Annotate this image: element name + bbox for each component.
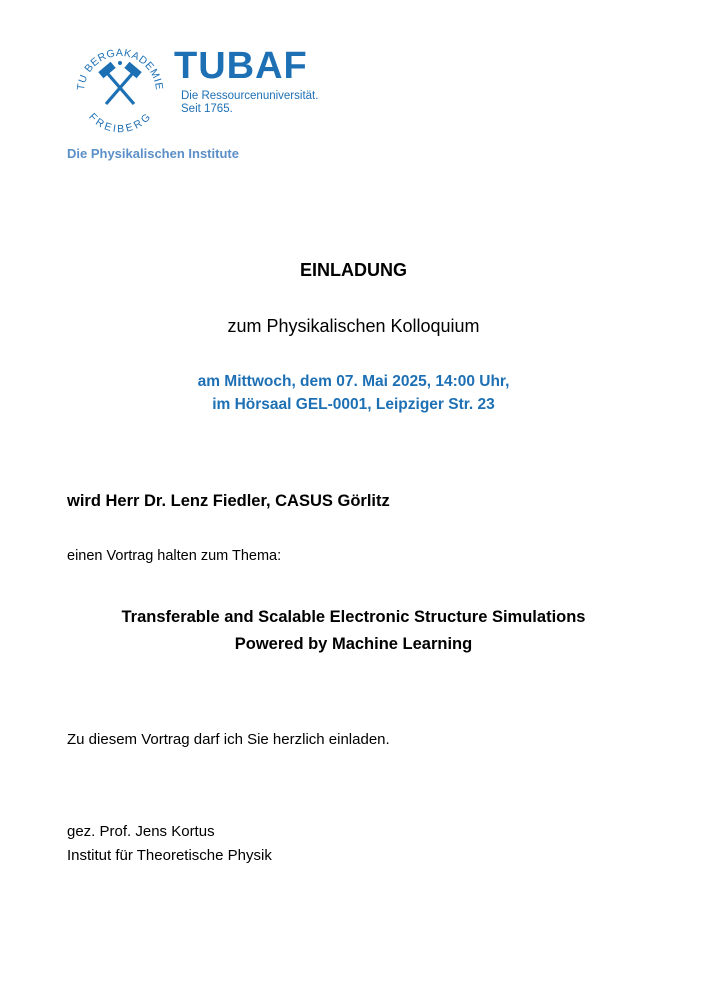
page-subtitle: zum Physikalischen Kolloquium — [227, 316, 480, 336]
event-location: im Hörsaal GEL-0001, Leipziger Str. 23 — [212, 396, 495, 413]
closing-text: Zu diesem Vortrag darf ich Sie herzlich einladen. — [67, 731, 390, 748]
talk-title-line-2: Powered by Machine Learning — [234, 635, 473, 653]
signature-name: gez. Prof. Jens Kortus — [67, 823, 215, 840]
talk-title-line-1: Transferable and Scalable Electronic Structure Simulations — [121, 608, 586, 626]
tagline-line-1: Die Ressourcenuniversität. — [181, 90, 319, 102]
hammer-and-pick-icon — [98, 61, 141, 104]
page-title: EINLADUNG — [300, 260, 407, 280]
signature-institute: Institut für Theoretische Physik — [67, 847, 272, 864]
university-seal-logo — [72, 40, 168, 136]
brand-tagline — [181, 90, 341, 116]
talk-intro: einen Vortrag halten zum Thema: — [67, 548, 282, 564]
seal-text-top: TU BERGAKADEMIE — [74, 46, 166, 92]
brand-wordmark: TUBAF — [174, 45, 308, 87]
event-date: am Mittwoch, dem 07. Mai 2025, 14:00 Uhr, — [197, 373, 510, 390]
institute-name: Die Physikalischen Institute — [67, 146, 239, 161]
speaker-line: wird Herr Dr. Lenz Fiedler, CASUS Görlitz — [67, 492, 390, 510]
tagline-line-2: Seit 1765. — [181, 103, 233, 115]
seal-text-bottom: FREIBERG — [86, 110, 154, 136]
